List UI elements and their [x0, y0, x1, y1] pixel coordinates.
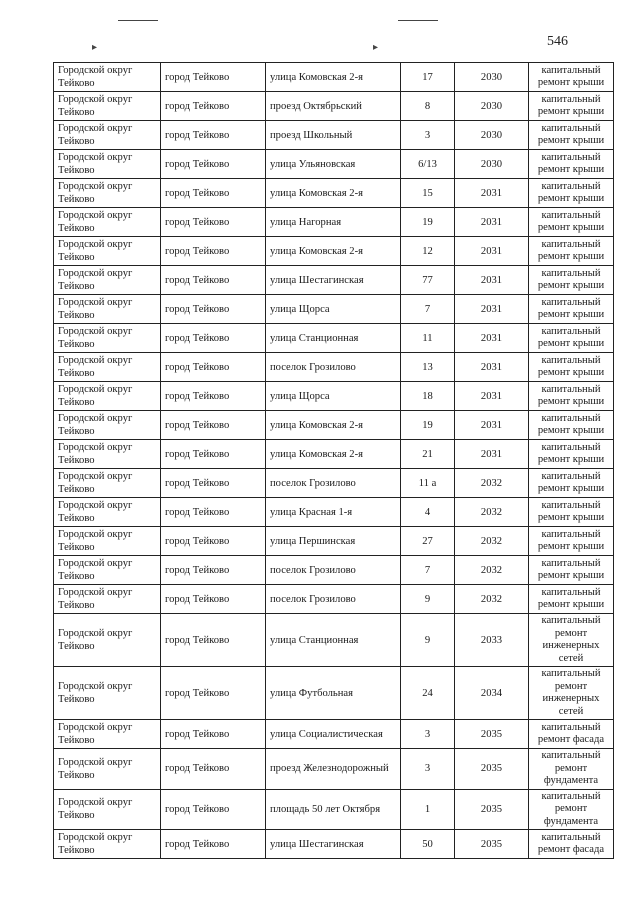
table-row	[54, 179, 614, 208]
street-cell: улица Першинская	[266, 527, 401, 556]
work-type-cell: капитальный ремонт крыши	[529, 353, 614, 382]
year-cell: 2032	[455, 498, 529, 527]
year-cell: 2031	[455, 237, 529, 266]
city-cell: город Тейково	[161, 63, 266, 92]
street-cell: улица Щорса	[266, 295, 401, 324]
city-cell: город Тейково	[161, 92, 266, 121]
year-cell: 2031	[455, 440, 529, 469]
year-cell: 2030	[455, 92, 529, 121]
house-number-cell: 3	[401, 720, 455, 749]
district-cell: Городской округ Тейково	[54, 411, 161, 440]
table-row	[54, 720, 614, 749]
scan-line-mark	[118, 20, 158, 21]
work-type-cell: капитальный ремонт крыши	[529, 150, 614, 179]
house-number-cell: 3	[401, 749, 455, 790]
district-cell: Городской округ Тейково	[54, 295, 161, 324]
street-cell: улица Социалистическая	[266, 720, 401, 749]
table-row	[54, 150, 614, 179]
district-cell: Городской округ Тейково	[54, 121, 161, 150]
house-number-cell: 8	[401, 92, 455, 121]
work-type-cell: капитальный ремонт фасада	[529, 830, 614, 859]
year-cell: 2031	[455, 411, 529, 440]
year-cell: 2035	[455, 830, 529, 859]
city-cell: город Тейково	[161, 667, 266, 720]
house-number-cell: 9	[401, 614, 455, 667]
district-cell: Городской округ Тейково	[54, 324, 161, 353]
house-number-cell: 19	[401, 411, 455, 440]
year-cell: 2034	[455, 667, 529, 720]
house-number-cell: 21	[401, 440, 455, 469]
table-row	[54, 121, 614, 150]
street-cell: улица Шестагинская	[266, 266, 401, 295]
district-cell: Городской округ Тейково	[54, 585, 161, 614]
street-cell: улица Станционная	[266, 324, 401, 353]
street-cell: проезд Октябрьский	[266, 92, 401, 121]
work-type-cell: капитальный ремонт крыши	[529, 382, 614, 411]
year-cell: 2035	[455, 789, 529, 830]
scan-dot-mark: ▸	[373, 42, 379, 53]
house-number-cell: 19	[401, 208, 455, 237]
work-type-cell: капитальный ремонт фундамента	[529, 789, 614, 830]
district-cell: Городской округ Тейково	[54, 614, 161, 667]
street-cell: поселок Грозилово	[266, 556, 401, 585]
district-cell: Городской округ Тейково	[54, 556, 161, 585]
district-cell: Городской округ Тейково	[54, 237, 161, 266]
year-cell: 2031	[455, 324, 529, 353]
city-cell: город Тейково	[161, 720, 266, 749]
district-cell: Городской округ Тейково	[54, 208, 161, 237]
table-body	[54, 63, 614, 859]
district-cell: Городской округ Тейково	[54, 527, 161, 556]
city-cell: город Тейково	[161, 498, 266, 527]
work-type-cell: капитальный ремонт инженерных сетей	[529, 667, 614, 720]
table-row	[54, 556, 614, 585]
district-cell: Городской округ Тейково	[54, 382, 161, 411]
district-cell: Городской округ Тейково	[54, 266, 161, 295]
street-cell: поселок Грозилово	[266, 469, 401, 498]
work-type-cell: капитальный ремонт крыши	[529, 527, 614, 556]
district-cell: Городской округ Тейково	[54, 440, 161, 469]
city-cell: город Тейково	[161, 208, 266, 237]
table-row	[54, 208, 614, 237]
district-cell: Городской округ Тейково	[54, 63, 161, 92]
city-cell: город Тейково	[161, 353, 266, 382]
district-cell: Городской округ Тейково	[54, 789, 161, 830]
year-cell: 2031	[455, 353, 529, 382]
house-number-cell: 3	[401, 121, 455, 150]
year-cell: 2030	[455, 150, 529, 179]
house-number-cell: 1	[401, 789, 455, 830]
house-number-cell: 9	[401, 585, 455, 614]
street-cell: поселок Грозилово	[266, 353, 401, 382]
year-cell: 2030	[455, 121, 529, 150]
year-cell: 2031	[455, 295, 529, 324]
street-cell: улица Шестагинская	[266, 830, 401, 859]
scan-dot-mark: ▸	[92, 42, 98, 53]
street-cell: площадь 50 лет Октября	[266, 789, 401, 830]
district-cell: Городской округ Тейково	[54, 749, 161, 790]
year-cell: 2032	[455, 556, 529, 585]
table-row	[54, 237, 614, 266]
year-cell: 2035	[455, 720, 529, 749]
work-type-cell: капитальный ремонт крыши	[529, 237, 614, 266]
year-cell: 2031	[455, 266, 529, 295]
city-cell: город Тейково	[161, 150, 266, 179]
street-cell: улица Комовская 2-я	[266, 411, 401, 440]
work-type-cell: капитальный ремонт крыши	[529, 179, 614, 208]
city-cell: город Тейково	[161, 266, 266, 295]
street-cell: улица Станционная	[266, 614, 401, 667]
work-type-cell: капитальный ремонт крыши	[529, 208, 614, 237]
city-cell: город Тейково	[161, 179, 266, 208]
work-type-cell: капитальный ремонт крыши	[529, 556, 614, 585]
street-cell: улица Комовская 2-я	[266, 179, 401, 208]
table-row	[54, 92, 614, 121]
street-cell: проезд Школьный	[266, 121, 401, 150]
district-cell: Городской округ Тейково	[54, 469, 161, 498]
house-number-cell: 4	[401, 498, 455, 527]
house-number-cell: 50	[401, 830, 455, 859]
year-cell: 2031	[455, 382, 529, 411]
table-row	[54, 749, 614, 790]
work-type-cell: капитальный ремонт крыши	[529, 440, 614, 469]
city-cell: город Тейково	[161, 121, 266, 150]
city-cell: город Тейково	[161, 440, 266, 469]
year-cell: 2031	[455, 179, 529, 208]
year-cell: 2035	[455, 749, 529, 790]
work-type-cell: капитальный ремонт крыши	[529, 121, 614, 150]
district-cell: Городской округ Тейково	[54, 353, 161, 382]
year-cell: 2032	[455, 469, 529, 498]
district-cell: Городской округ Тейково	[54, 92, 161, 121]
table-row	[54, 382, 614, 411]
table-row	[54, 266, 614, 295]
city-cell: город Тейково	[161, 295, 266, 324]
table-row	[54, 295, 614, 324]
city-cell: город Тейково	[161, 556, 266, 585]
table-row	[54, 527, 614, 556]
house-number-cell: 18	[401, 382, 455, 411]
house-number-cell: 11 а	[401, 469, 455, 498]
table-row	[54, 469, 614, 498]
year-cell: 2033	[455, 614, 529, 667]
table-row	[54, 585, 614, 614]
house-number-cell: 12	[401, 237, 455, 266]
city-cell: город Тейково	[161, 585, 266, 614]
page-number: 546	[547, 34, 568, 49]
work-type-cell: капитальный ремонт фундамента	[529, 749, 614, 790]
house-number-cell: 11	[401, 324, 455, 353]
house-number-cell: 77	[401, 266, 455, 295]
house-number-cell: 7	[401, 556, 455, 585]
work-type-cell: капитальный ремонт крыши	[529, 498, 614, 527]
street-cell: улица Нагорная	[266, 208, 401, 237]
house-number-cell: 27	[401, 527, 455, 556]
city-cell: город Тейково	[161, 830, 266, 859]
house-number-cell: 6/13	[401, 150, 455, 179]
city-cell: город Тейково	[161, 749, 266, 790]
district-cell: Городской округ Тейково	[54, 150, 161, 179]
table-row	[54, 830, 614, 859]
house-number-cell: 13	[401, 353, 455, 382]
table-row	[54, 667, 614, 720]
table-row	[54, 324, 614, 353]
street-cell: улица Щорса	[266, 382, 401, 411]
table-row	[54, 411, 614, 440]
house-number-cell: 7	[401, 295, 455, 324]
work-type-cell: капитальный ремонт крыши	[529, 63, 614, 92]
table-row	[54, 498, 614, 527]
street-cell: поселок Грозилово	[266, 585, 401, 614]
house-number-cell: 17	[401, 63, 455, 92]
city-cell: город Тейково	[161, 469, 266, 498]
street-cell: улица Комовская 2-я	[266, 440, 401, 469]
table-row	[54, 353, 614, 382]
city-cell: город Тейково	[161, 324, 266, 353]
work-type-cell: капитальный ремонт инженерных сетей	[529, 614, 614, 667]
table-row	[54, 440, 614, 469]
street-cell: улица Футбольная	[266, 667, 401, 720]
city-cell: город Тейково	[161, 527, 266, 556]
district-cell: Городской округ Тейково	[54, 667, 161, 720]
city-cell: город Тейково	[161, 411, 266, 440]
street-cell: улица Красная 1-я	[266, 498, 401, 527]
table-row	[54, 789, 614, 830]
table-row	[54, 614, 614, 667]
street-cell: проезд Железнодорожный	[266, 749, 401, 790]
work-type-cell: капитальный ремонт крыши	[529, 92, 614, 121]
year-cell: 2032	[455, 527, 529, 556]
table-row	[54, 63, 614, 92]
city-cell: город Тейково	[161, 789, 266, 830]
house-number-cell: 15	[401, 179, 455, 208]
street-cell: улица Ульяновская	[266, 150, 401, 179]
district-cell: Городской округ Тейково	[54, 498, 161, 527]
year-cell: 2031	[455, 208, 529, 237]
street-cell: улица Комовская 2-я	[266, 237, 401, 266]
city-cell: город Тейково	[161, 237, 266, 266]
city-cell: город Тейково	[161, 614, 266, 667]
street-cell: улица Комовская 2-я	[266, 63, 401, 92]
work-type-cell: капитальный ремонт крыши	[529, 469, 614, 498]
work-type-cell: капитальный ремонт крыши	[529, 324, 614, 353]
house-number-cell: 24	[401, 667, 455, 720]
work-type-cell: капитальный ремонт крыши	[529, 411, 614, 440]
district-cell: Городской округ Тейково	[54, 720, 161, 749]
work-type-cell: капитальный ремонт фасада	[529, 720, 614, 749]
district-cell: Городской округ Тейково	[54, 830, 161, 859]
scan-line-mark	[398, 20, 438, 21]
year-cell: 2030	[455, 63, 529, 92]
work-type-cell: капитальный ремонт крыши	[529, 266, 614, 295]
work-type-cell: капитальный ремонт крыши	[529, 585, 614, 614]
housing-repair-table	[53, 62, 614, 859]
year-cell: 2032	[455, 585, 529, 614]
work-type-cell: капитальный ремонт крыши	[529, 295, 614, 324]
district-cell: Городской округ Тейково	[54, 179, 161, 208]
city-cell: город Тейково	[161, 382, 266, 411]
